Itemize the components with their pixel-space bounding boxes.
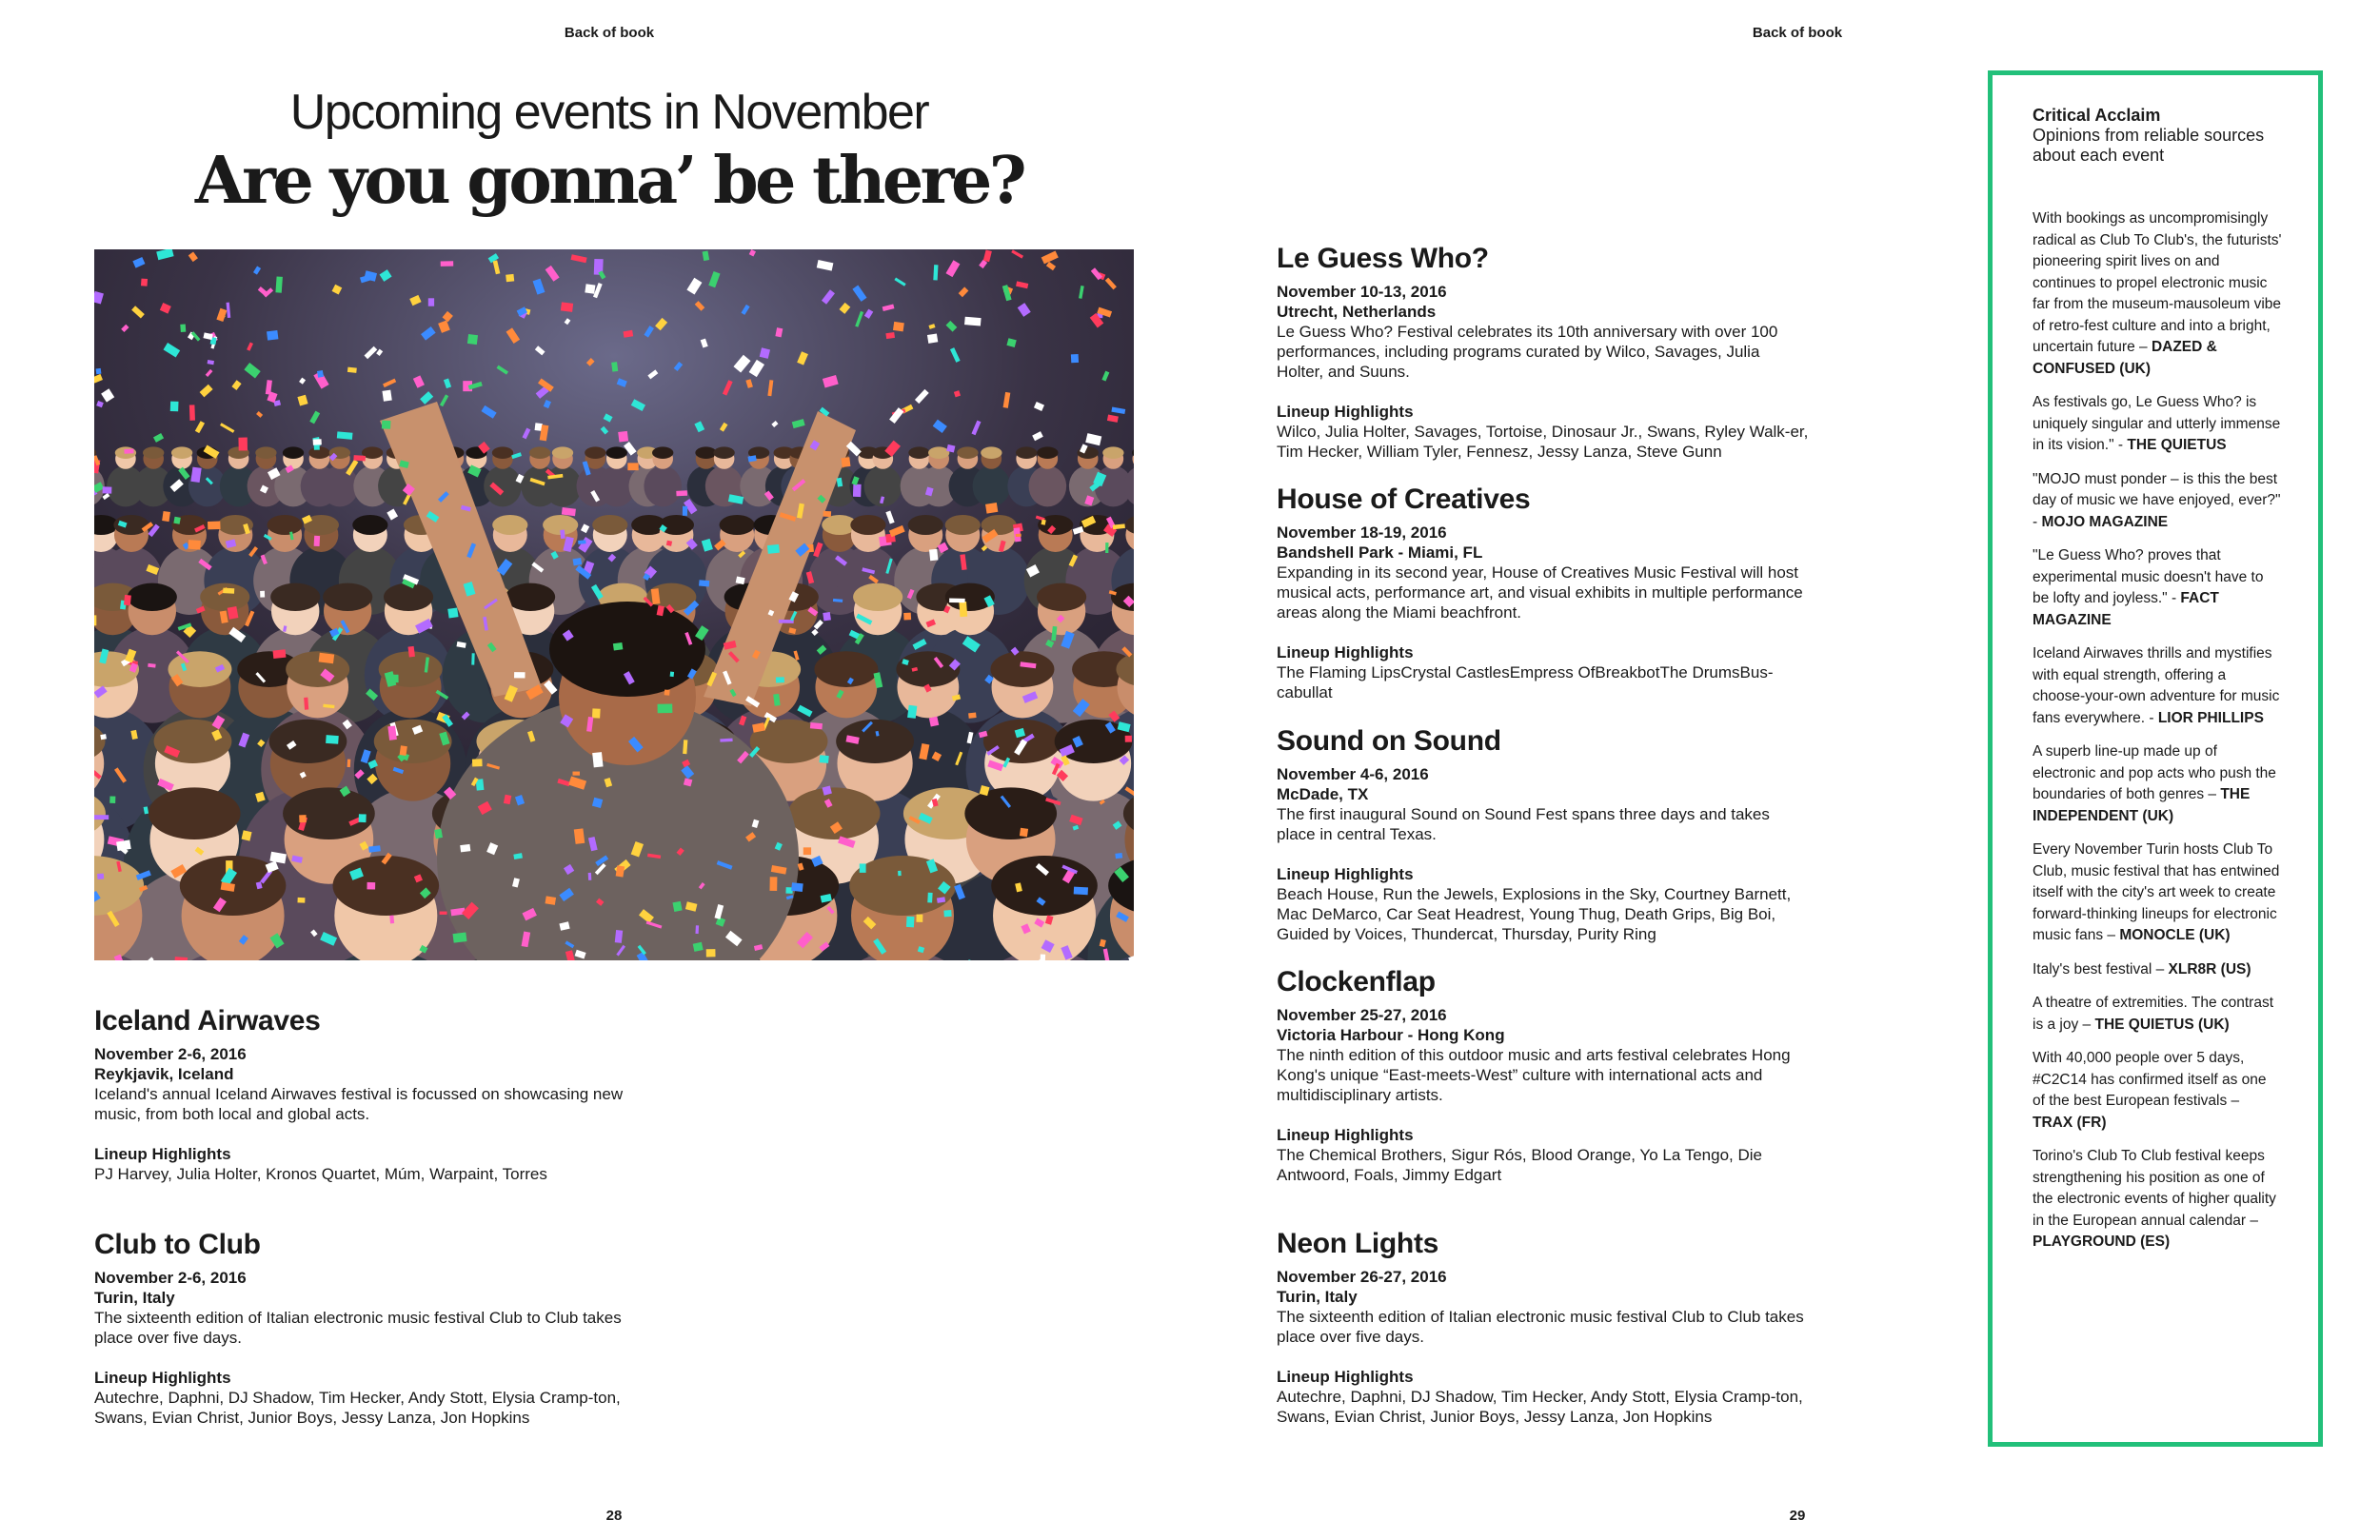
crowd-hair: [171, 446, 192, 459]
confetti-piece: [820, 755, 829, 763]
crowd-hair: [332, 856, 439, 916]
confetti-piece: [100, 734, 107, 740]
confetti-piece: [267, 330, 278, 341]
event-le-guess-who: [1277, 242, 1810, 462]
crowd-hair: [1037, 446, 1058, 459]
confetti-piece: [1125, 736, 1132, 742]
confetti-piece: [885, 332, 895, 339]
confetti-piece: [803, 847, 811, 855]
confetti-piece: [1041, 955, 1046, 960]
confetti-piece: [162, 511, 170, 522]
confetti-piece: [367, 882, 375, 890]
event-place: McDade, TX: [1277, 785, 1369, 803]
quote-source: DAZED & CONFUSED (UK): [2033, 339, 2217, 377]
quote-source: THE QUIETUS (UK): [2094, 1016, 2230, 1033]
quote-source: PLAYGROUND (ES): [2033, 1234, 2171, 1250]
event-date: November 2-6, 2016: [94, 1269, 247, 1287]
confetti-piece: [347, 760, 351, 767]
confetti-piece: [949, 599, 965, 603]
confetti-piece: [906, 917, 915, 928]
event-date: November 4-6, 2016: [1277, 765, 1429, 783]
quote-source: MOJO MAGAZINE: [2041, 513, 2169, 530]
crowd-hair: [255, 446, 276, 459]
confetti-piece: [440, 912, 447, 915]
event-date: November 10-13, 2016: [1277, 283, 1447, 301]
confetti-piece: [208, 521, 221, 529]
confetti-piece: [314, 536, 320, 546]
running-head-right: Back of book: [1752, 25, 1843, 41]
confetti-piece: [124, 595, 131, 605]
concert-crowd-confetti-photo: [94, 249, 1134, 960]
crowd-hair: [374, 720, 452, 763]
quote-source: FACT MAGAZINE: [2033, 590, 2219, 628]
quote-text: "Le Guess Who? proves that experimental music doesn't have to be lofty and joyless." -: [2033, 547, 2264, 606]
confetti-piece: [471, 653, 474, 664]
critical-acclaim-box: [1988, 70, 2323, 1447]
confetti-piece: [683, 506, 687, 516]
confetti-piece: [275, 276, 282, 292]
confetti-piece: [359, 814, 367, 822]
quote-item: [2033, 1146, 2282, 1254]
confetti-piece: [188, 540, 200, 549]
confetti-piece: [929, 549, 938, 562]
event-title: Sound on Sound: [1277, 725, 1501, 757]
confetti-piece: [170, 402, 179, 412]
quote-text: With bookings as uncompromisingly radical as Club To Club's, the futurists' pioneering spirit lives on and continues to propel electronic music far from the museum-mausoleum vibe of retro-fest culture and into a bright, uncertain future –: [2033, 210, 2282, 355]
confetti-piece: [545, 896, 556, 905]
crowd-hair: [128, 583, 177, 611]
crowd-hair: [529, 446, 550, 459]
confetti-piece: [382, 421, 391, 429]
confetti-piece: [613, 642, 624, 651]
confetti-piece: [304, 698, 308, 710]
confetti-piece: [389, 916, 394, 924]
event-description: The sixteenth edition of Italian electronic music festival Club to Club takes place over five days.: [1277, 1308, 1804, 1346]
event-place: Reykjavik, Iceland: [94, 1065, 234, 1083]
confetti-piece: [441, 261, 454, 267]
confetti-piece: [189, 405, 195, 420]
central-figure-part: [549, 602, 705, 697]
crowd-hair: [143, 446, 164, 459]
crowd-hair: [990, 651, 1054, 687]
confetti-piece: [560, 530, 565, 540]
confetti-piece: [260, 591, 265, 598]
lineup-list: The Flaming LipsCrystal CastlesEmpress OfBreakbotThe DrumsBus-cabullat: [1277, 663, 1774, 701]
confetti-piece: [791, 882, 803, 892]
confetti-piece: [959, 602, 967, 617]
confetti-piece: [1115, 853, 1122, 859]
confetti-piece: [823, 511, 832, 517]
confetti-piece: [964, 317, 982, 326]
crowd-hair: [908, 446, 929, 459]
crowd-hair: [695, 446, 716, 459]
crowd-hair: [964, 787, 1057, 839]
confetti-piece: [985, 503, 998, 514]
lineup-list: PJ Harvey, Julia Holter, Kronos Quartet, Múm, Warpaint, Torres: [94, 1165, 547, 1183]
crowd-hair: [814, 651, 878, 687]
confetti-piece: [347, 367, 357, 373]
confetti-piece: [592, 708, 601, 718]
confetti-piece: [578, 540, 585, 544]
lineup-list: Wilco, Julia Holter, Savages, Tortoise, Dinosaur Jr., Swans, Ryley Walk-er, Tim Hecker, William Tyler, Fennesz, Jessy Lanza, Steve Gunn: [1277, 423, 1809, 461]
confetti-piece: [272, 649, 286, 659]
crowd-hair: [908, 515, 943, 535]
confetti-piece: [103, 486, 112, 493]
quote-source: XLR8R (US): [2168, 960, 2251, 977]
quote-source: LIOR PHILLIPS: [2157, 709, 2264, 726]
event-place: Bandshell Park - Miami, FL: [1277, 543, 1483, 562]
confetti-piece: [860, 863, 866, 872]
confetti-piece: [1105, 543, 1108, 553]
crowd-hair: [492, 446, 513, 459]
crowd-hair: [850, 515, 885, 535]
confetti-piece: [695, 925, 699, 934]
crowd-hair: [652, 446, 673, 459]
confetti-piece: [810, 722, 823, 729]
photo-illustration: [94, 249, 1134, 960]
confetti-piece: [720, 739, 732, 742]
lineup-label: Lineup Highlights: [1277, 643, 1414, 661]
event-sound-on-sound: [1277, 724, 1810, 944]
crowd-hair: [592, 515, 627, 535]
quote-text: Italy's best festival –: [2033, 960, 2165, 977]
confetti-piece: [400, 745, 407, 756]
confetti-piece: [933, 265, 938, 280]
lineup-label: Lineup Highlights: [1277, 865, 1414, 883]
quote-text: Every November Turin hosts Club To Club, music festival that has entwined itself with the city's art week to create forward-thinking lineups for electronic music fans –: [2033, 841, 2280, 943]
confetti-piece: [611, 362, 618, 371]
quote-item: [2033, 469, 2282, 534]
event-title: Clockenflap: [1277, 966, 1436, 997]
confetti-piece: [1016, 534, 1021, 537]
crowd-hair: [352, 515, 387, 535]
crowd-hair: [713, 446, 734, 459]
confetti-piece: [658, 703, 673, 713]
quote-text: A superb line-up made up of electronic and pop acts who push the boundaries of both genres –: [2033, 743, 2276, 802]
confetti-piece: [297, 898, 305, 903]
lineup-label: Lineup Highlights: [1277, 403, 1414, 421]
crowd-hair: [270, 583, 320, 611]
event-club-to-club: [94, 1228, 627, 1428]
crowd-hair: [506, 583, 555, 611]
confetti-piece: [561, 302, 573, 312]
confetti-piece: [573, 558, 583, 565]
crowd-hair: [492, 515, 527, 535]
crowd-hair: [853, 583, 902, 611]
event-description: The first inaugural Sound on Sound Fest spans three days and takes place in central Texas.: [1277, 805, 1770, 843]
event-description: Iceland's annual Iceland Airwaves festival is focussed on showcasing new music, from both local and global acts.: [94, 1085, 624, 1123]
confetti-piece: [97, 874, 104, 879]
event-house-of-creatives: [1277, 483, 1810, 702]
lineup-list: Autechre, Daphni, DJ Shadow, Tim Hecker, Andy Stott, Elysia Cramp-ton, Swans, Evian Christ, Junior Boys, Jessy Lanza, Jon Hopkins: [1277, 1388, 1803, 1426]
crowd-hair: [945, 515, 981, 535]
confetti-piece: [173, 517, 180, 524]
event-iceland-airwaves: [94, 1004, 627, 1184]
running-head-left: Back of book: [564, 25, 655, 41]
confetti-piece: [180, 325, 186, 333]
event-date: November 26-27, 2016: [1277, 1268, 1447, 1286]
confetti-piece: [898, 871, 902, 876]
quote-item: [2033, 741, 2282, 827]
confetti-piece: [382, 390, 391, 402]
confetti-piece: [776, 677, 784, 682]
confetti-piece: [326, 735, 339, 744]
confetti-piece: [627, 463, 638, 470]
event-description: The ninth edition of this outdoor music and arts festival celebrates Hong Kong's unique “East-meets-West” culture with international acts and multidisciplinary artists.: [1277, 1046, 1791, 1104]
confetti-piece: [460, 844, 470, 853]
event-description: Le Guess Who? Festival celebrates its 10th anniversary with over 100 performances, including programs curated by Wilco, Savages, Julia Holter, and Suuns.: [1277, 323, 1778, 381]
event-place: Turin, Italy: [1277, 1288, 1358, 1306]
page-number-left: 28: [605, 1508, 623, 1524]
confetti-piece: [313, 439, 322, 445]
event-place: Utrecht, Netherlands: [1277, 303, 1437, 321]
sidebar-title: Critical Acclaim: [2033, 106, 2161, 125]
quote-source: TRAX (FR): [2033, 1114, 2107, 1131]
confetti-piece: [943, 910, 951, 917]
confetti-piece: [927, 333, 938, 343]
confetti-piece: [472, 759, 483, 766]
crowd-hair: [896, 651, 960, 687]
crowd-body: [644, 465, 682, 506]
confetti-piece: [588, 873, 592, 880]
lineup-label: Lineup Highlights: [1277, 1126, 1414, 1144]
confetti-piece: [666, 541, 672, 546]
quote-item: [2033, 643, 2282, 729]
confetti-piece: [893, 322, 904, 331]
quote-text: Torino's Club To Club festival keeps strengthening his position as one of the electronic events of higher quality in the European annual calendar –: [2033, 1148, 2276, 1229]
confetti-piece: [572, 772, 580, 776]
confetti-piece: [299, 815, 307, 822]
event-title: Le Guess Who?: [1277, 243, 1489, 274]
quote-text: As festivals go, Le Guess Who? is uniquely singular and utterly immense in its vision." -: [2033, 394, 2281, 453]
event-description: Expanding in its second year, House of Creatives Music Festival will host musical acts, performance art, and visual exhibits in multiple performance areas along the Miami beachfront.: [1277, 563, 1803, 622]
quote-source: MONOCLE (UK): [2119, 927, 2231, 943]
confetti-piece: [223, 588, 234, 594]
confetti-piece: [96, 368, 102, 374]
crowd-hair: [149, 787, 241, 839]
crowd-hair: [283, 787, 375, 839]
confetti-piece: [841, 457, 850, 467]
event-date: November 25-27, 2016: [1277, 1006, 1447, 1024]
lineup-list: The Chemical Brothers, Sigur Rós, Blood Orange, Yo La Tengo, Die Antwoord, Foals, Jimmy Edgart: [1277, 1146, 1762, 1184]
quote-item: [2033, 545, 2282, 631]
event-place: Turin, Italy: [94, 1289, 175, 1307]
event-neon-lights: [1277, 1227, 1810, 1427]
page-number-right: 29: [1789, 1508, 1806, 1524]
crowd-body: [1029, 465, 1067, 506]
confetti-piece: [319, 653, 335, 664]
quote-list: [2033, 208, 2282, 1266]
quote-item: [2033, 392, 2282, 457]
confetti-piece: [506, 274, 514, 282]
crowd-hair: [283, 446, 304, 459]
confetti-piece: [823, 612, 831, 621]
confetti-piece: [592, 752, 603, 767]
event-date: November 18-19, 2016: [1277, 523, 1447, 542]
confetti-piece: [907, 705, 917, 719]
crowd-hair: [585, 446, 605, 459]
crowd-hair: [1016, 446, 1037, 459]
lineup-label: Lineup Highlights: [94, 1145, 231, 1163]
event-place: Victoria Harbour - Hong Kong: [1277, 1026, 1505, 1044]
confetti-piece: [853, 484, 862, 497]
quote-text: A theatre of extremities. The contrast is a joy –: [2033, 995, 2274, 1033]
kicker: Upcoming events in November: [289, 85, 929, 140]
confetti-piece: [706, 949, 716, 957]
quote-item: [2033, 208, 2282, 380]
confetti-piece: [618, 431, 628, 443]
crowd-hair: [286, 651, 349, 687]
crowd-hair: [552, 446, 573, 459]
quote-item: [2033, 993, 2282, 1036]
crowd-hair: [1102, 446, 1123, 459]
crowd-hair: [982, 515, 1017, 535]
headline: Are you gonna’ be there?: [194, 143, 1024, 219]
crowd-body: [321, 465, 359, 506]
lineup-list: Beach House, Run the Jewels, Explosions in the Sky, Courtney Barnett, Mac DeMarco, Car Seat Headrest, Young Thug, Death Grips, Big Boi, Guided by Voices, Thundercat, Thursday, Purity Ring: [1277, 885, 1792, 943]
lineup-label: Lineup Highlights: [94, 1369, 231, 1387]
confetti-piece: [903, 613, 911, 621]
confetti-piece: [916, 915, 922, 922]
confetti-piece: [453, 932, 467, 942]
confetti-piece: [467, 334, 478, 345]
confetti-piece: [767, 544, 780, 554]
crowd-hair: [200, 583, 249, 611]
crowd-hair: [384, 583, 433, 611]
lineup-label: Lineup Highlights: [1277, 1368, 1414, 1386]
event-title: Neon Lights: [1277, 1228, 1439, 1259]
crowd-hair: [606, 446, 627, 459]
crowd-hair: [1078, 446, 1099, 459]
quote-text: "MOJO must ponder – is this the best day of music we have enjoyed, ever?" -: [2033, 470, 2281, 530]
crowd-hair: [268, 515, 303, 535]
confetti-piece: [585, 284, 595, 293]
quote-source: THE QUIETUS: [2127, 437, 2227, 453]
quote-text: With 40,000 people over 5 days, #C2C14 has confirmed itself as one of the best European festivals –: [2033, 1050, 2267, 1109]
quote-text: Iceland Airwaves thrills and mystifies with equal strength, offering a choose-your-own adventure for music fans everywhere. -: [2033, 645, 2280, 726]
lineup-list: Autechre, Daphni, DJ Shadow, Tim Hecker, Andy Stott, Elysia Cramp-ton, Swans, Evian Christ, Junior Boys, Jessy Lanza, Jon Hopkins: [94, 1389, 621, 1427]
confetti-piece: [141, 279, 148, 286]
confetti-piece: [664, 689, 670, 695]
crowd-hair: [720, 515, 755, 535]
crowd-hair: [1037, 583, 1086, 611]
quote-item: [2033, 1048, 2282, 1134]
event-title: House of Creatives: [1277, 484, 1531, 515]
sidebar-subtitle: Opinions from reliable sources about each event: [2033, 126, 2265, 165]
event-title: Club to Club: [94, 1229, 261, 1260]
confetti-piece: [1020, 828, 1028, 838]
crowd-hair: [991, 856, 1098, 916]
crowd-body: [973, 465, 1011, 506]
quote-item: [2033, 839, 2282, 947]
confetti-piece: [615, 930, 623, 943]
confetti-piece: [699, 580, 709, 586]
event-clockenflap: [1277, 965, 1810, 1185]
confetti-piece: [124, 448, 133, 453]
confetti-piece: [447, 608, 458, 619]
confetti-piece: [927, 893, 932, 903]
confetti-piece: [94, 615, 96, 625]
confetti-piece: [337, 431, 353, 440]
confetti-piece: [514, 672, 526, 678]
confetti-piece: [238, 438, 248, 451]
confetti-piece: [109, 796, 115, 802]
confetti-piece: [670, 672, 674, 678]
quote-source: THE INDEPENDENT (UK): [2033, 786, 2251, 824]
quote-item: [2033, 959, 2282, 981]
crowd-hair: [957, 446, 978, 459]
confetti-piece: [94, 815, 109, 819]
crowd-hair: [323, 583, 372, 611]
confetti-piece: [228, 606, 239, 620]
confetti-piece: [574, 828, 585, 844]
confetti-piece: [769, 877, 777, 891]
confetti-piece: [353, 455, 366, 461]
crowd-body: [484, 465, 522, 506]
confetti-piece: [1074, 887, 1088, 896]
event-date: November 2-6, 2016: [94, 1045, 247, 1063]
confetti-piece: [1071, 354, 1079, 363]
crowd-hair: [928, 446, 949, 459]
crowd-hair: [981, 446, 1002, 459]
event-title: Iceland Airwaves: [94, 1005, 321, 1037]
event-description: The sixteenth edition of Italian electronic music festival Club to Club takes place over five days.: [94, 1309, 622, 1347]
confetti-piece: [676, 490, 687, 496]
confetti-piece: [428, 298, 434, 306]
confetti-piece: [317, 370, 324, 378]
confetti-piece: [968, 713, 977, 719]
